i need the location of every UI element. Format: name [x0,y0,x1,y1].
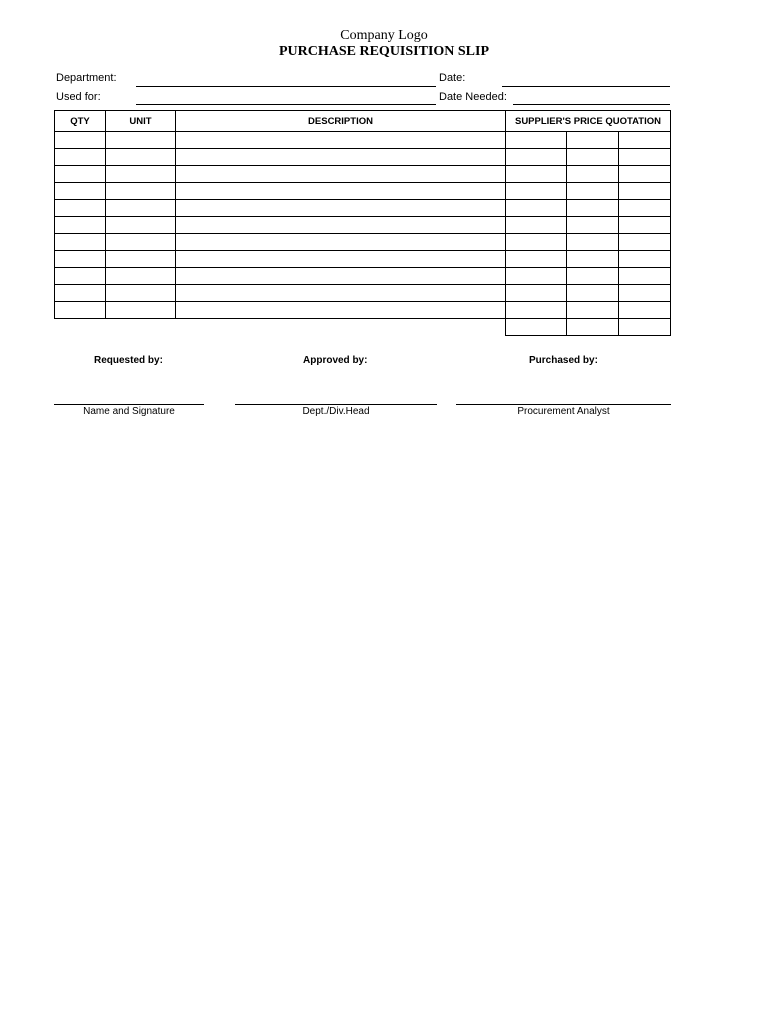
quotation-cell-1[interactable] [506,268,567,285]
approved-by-label: Approved by: [303,355,368,366]
requisition-items-table [54,110,671,336]
description-cell[interactable] [176,268,506,285]
description-cell[interactable] [176,132,506,149]
quotation-cell-2[interactable] [567,200,619,217]
items-table-body [55,132,671,336]
quotation-cell-3[interactable] [619,234,671,251]
qty-cell[interactable] [55,217,106,234]
description-cell[interactable] [176,200,506,217]
qty-cell[interactable] [55,183,106,200]
qty-column-header: QTY [55,111,106,132]
description-cell[interactable] [176,285,506,302]
unit-cell[interactable] [106,132,176,149]
company-logo-text: Company Logo [340,28,428,43]
quotation-cell-3[interactable] [619,166,671,183]
qty-cell[interactable] [55,302,106,319]
table-row [55,268,671,285]
requested-by-signature-line[interactable] [54,404,204,405]
purchased-by-signature-line[interactable] [456,404,671,405]
quotation-extra-row [55,319,671,336]
purchased-by-caption: Procurement Analyst [517,406,610,417]
quotation-cell-2[interactable] [567,132,619,149]
quotation-cell-2[interactable] [567,319,619,336]
table-row [55,251,671,268]
description-cell[interactable] [176,149,506,166]
qty-cell[interactable] [55,285,106,302]
quotation-cell-2[interactable] [567,268,619,285]
quotation-cell-3[interactable] [619,183,671,200]
quotation-cell-3[interactable] [619,285,671,302]
requested-by-caption: Name and Signature [83,406,175,417]
quotation-cell-3[interactable] [619,200,671,217]
quotation-cell-1[interactable] [506,149,567,166]
department-label: Department: [56,72,117,84]
quotation-cell-1[interactable] [506,217,567,234]
unit-cell[interactable] [106,234,176,251]
department-field[interactable] [136,86,436,87]
quotation-cell-2[interactable] [567,183,619,200]
qty-cell[interactable] [55,166,106,183]
quotation-cell-1[interactable] [506,200,567,217]
qty-cell[interactable] [55,149,106,166]
quotation-cell-2[interactable] [567,217,619,234]
unit-cell[interactable] [106,251,176,268]
table-header-row [55,111,671,132]
table-row [55,285,671,302]
table-row [55,217,671,234]
quotation-cell-3[interactable] [619,251,671,268]
blank-cell [55,319,506,336]
quotation-cell-2[interactable] [567,251,619,268]
unit-cell[interactable] [106,268,176,285]
date-needed-label: Date Needed: [439,91,507,103]
qty-cell[interactable] [55,234,106,251]
requested-by-label: Requested by: [94,355,163,366]
quotation-cell-1[interactable] [506,132,567,149]
used-for-label: Used for: [56,91,101,103]
quotation-cell-3[interactable] [619,149,671,166]
description-cell[interactable] [176,251,506,268]
date-field[interactable] [502,86,670,87]
quotation-cell-1[interactable] [506,234,567,251]
supplier-quotation-column-header: SUPPLIER'S PRICE QUOTATION [506,111,671,132]
date-needed-field[interactable] [513,104,670,105]
approved-by-signature-line[interactable] [235,404,437,405]
quotation-cell-1[interactable] [506,183,567,200]
quotation-cell-1[interactable] [506,285,567,302]
used-for-field[interactable] [136,104,436,105]
unit-cell[interactable] [106,285,176,302]
table-row [55,302,671,319]
quotation-cell-3[interactable] [619,302,671,319]
purchased-by-label: Purchased by: [529,355,598,366]
qty-cell[interactable] [55,132,106,149]
qty-cell[interactable] [55,268,106,285]
unit-column-header: UNIT [106,111,176,132]
quotation-cell-3[interactable] [619,268,671,285]
quotation-cell-3[interactable] [619,132,671,149]
description-cell[interactable] [176,302,506,319]
quotation-cell-2[interactable] [567,166,619,183]
quotation-cell-2[interactable] [567,234,619,251]
description-cell[interactable] [176,217,506,234]
table-row [55,149,671,166]
qty-cell[interactable] [55,251,106,268]
quotation-cell-1[interactable] [506,251,567,268]
table-row [55,132,671,149]
quotation-cell-1[interactable] [506,319,567,336]
unit-cell[interactable] [106,217,176,234]
table-row [55,166,671,183]
description-cell[interactable] [176,183,506,200]
unit-cell[interactable] [106,183,176,200]
description-cell[interactable] [176,234,506,251]
quotation-cell-1[interactable] [506,166,567,183]
table-row [55,183,671,200]
table-row [55,234,671,251]
page-title: PURCHASE REQUISITION SLIP [278,44,490,59]
quotation-cell-2[interactable] [567,285,619,302]
qty-cell[interactable] [55,200,106,217]
quotation-cell-2[interactable] [567,149,619,166]
description-cell[interactable] [176,166,506,183]
date-label: Date: [439,72,466,84]
unit-cell[interactable] [106,166,176,183]
unit-cell[interactable] [106,302,176,319]
quotation-cell-3[interactable] [619,217,671,234]
quotation-cell-2[interactable] [567,302,619,319]
quotation-cell-3[interactable] [619,319,671,336]
unit-cell[interactable] [106,200,176,217]
approved-by-caption: Dept./Div.Head [302,406,370,417]
table-row [55,200,671,217]
quotation-cell-1[interactable] [506,302,567,319]
unit-cell[interactable] [106,149,176,166]
description-column-header: DESCRIPTION [176,111,506,132]
